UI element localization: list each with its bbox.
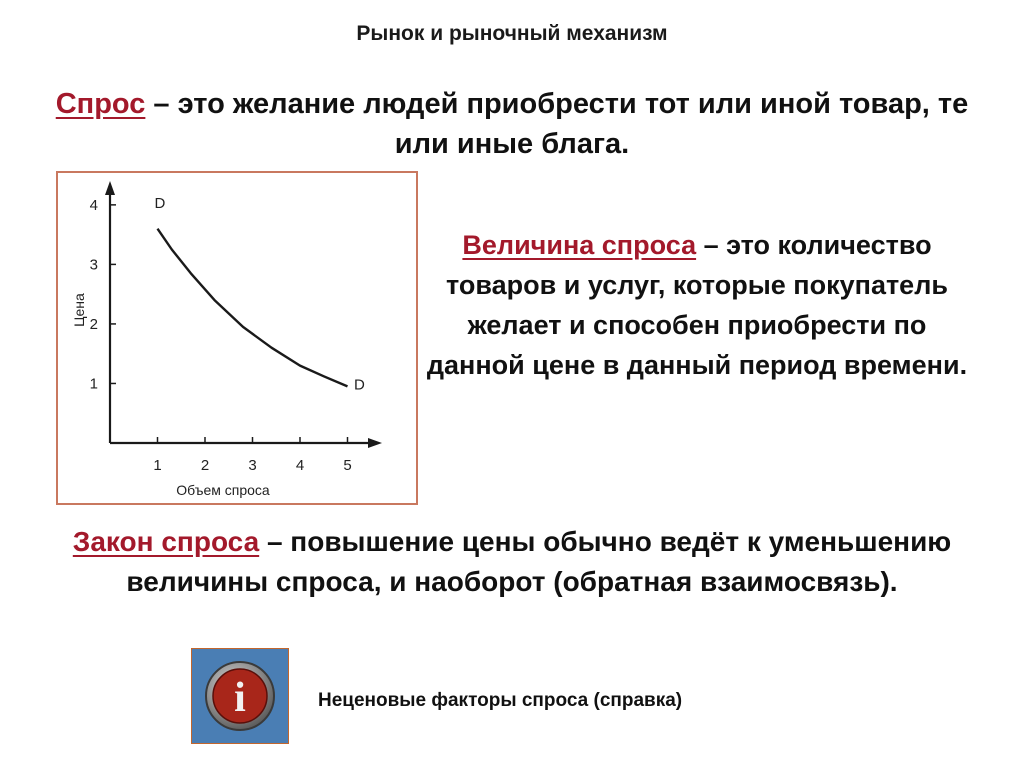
y-tick-label: 4 [89,196,98,214]
x-axis-label: Объем спроса [176,482,270,498]
y-tick-label: 1 [89,375,98,393]
x-tick-label: 5 [343,457,352,474]
x-tick-label: 1 [153,457,162,474]
slide-title: Рынок и рыночный механизм [356,22,668,45]
info-icon [192,649,288,743]
demand-curve [158,229,348,387]
demand-definition [40,84,984,164]
y-tick-label: 2 [89,315,98,333]
nonprice-factors-link[interactable]: Неценовые факторы спроса (справка) [318,690,683,711]
curve-label-d: D [353,376,365,394]
quantity-term: Величина спроса [462,230,697,260]
quantity-definition-text: – это количество товаров и услуг, которые покупатель желает и способен приобрести по данной цене в данный период времени. [426,230,968,380]
demand-law [30,522,994,602]
law-text: – повышение цены обычно ведёт к уменьшению величины спроса, и наоборот (обратная взаимосвязь). [126,526,952,597]
law-term: Закон спроса [72,526,260,557]
info-glyph: i [234,675,246,721]
curve-label-d: D [154,194,166,212]
x-axis-arrow [368,438,382,448]
demand-curve-chart [56,171,418,505]
chart-canvas [58,173,416,503]
x-tick-label: 4 [295,457,305,474]
info-button[interactable] [191,648,289,744]
y-tick-label: 3 [89,256,98,274]
x-tick-label: 3 [248,457,257,474]
y-axis-arrow [105,181,115,195]
y-axis-label: Цена [71,293,87,327]
quantity-definition [418,225,976,385]
x-tick-label: 2 [200,457,210,474]
demand-term: Спрос [55,88,146,120]
demand-definition-text: – это желание людей приобрести тот или иной товар, те или иные блага. [145,88,969,160]
